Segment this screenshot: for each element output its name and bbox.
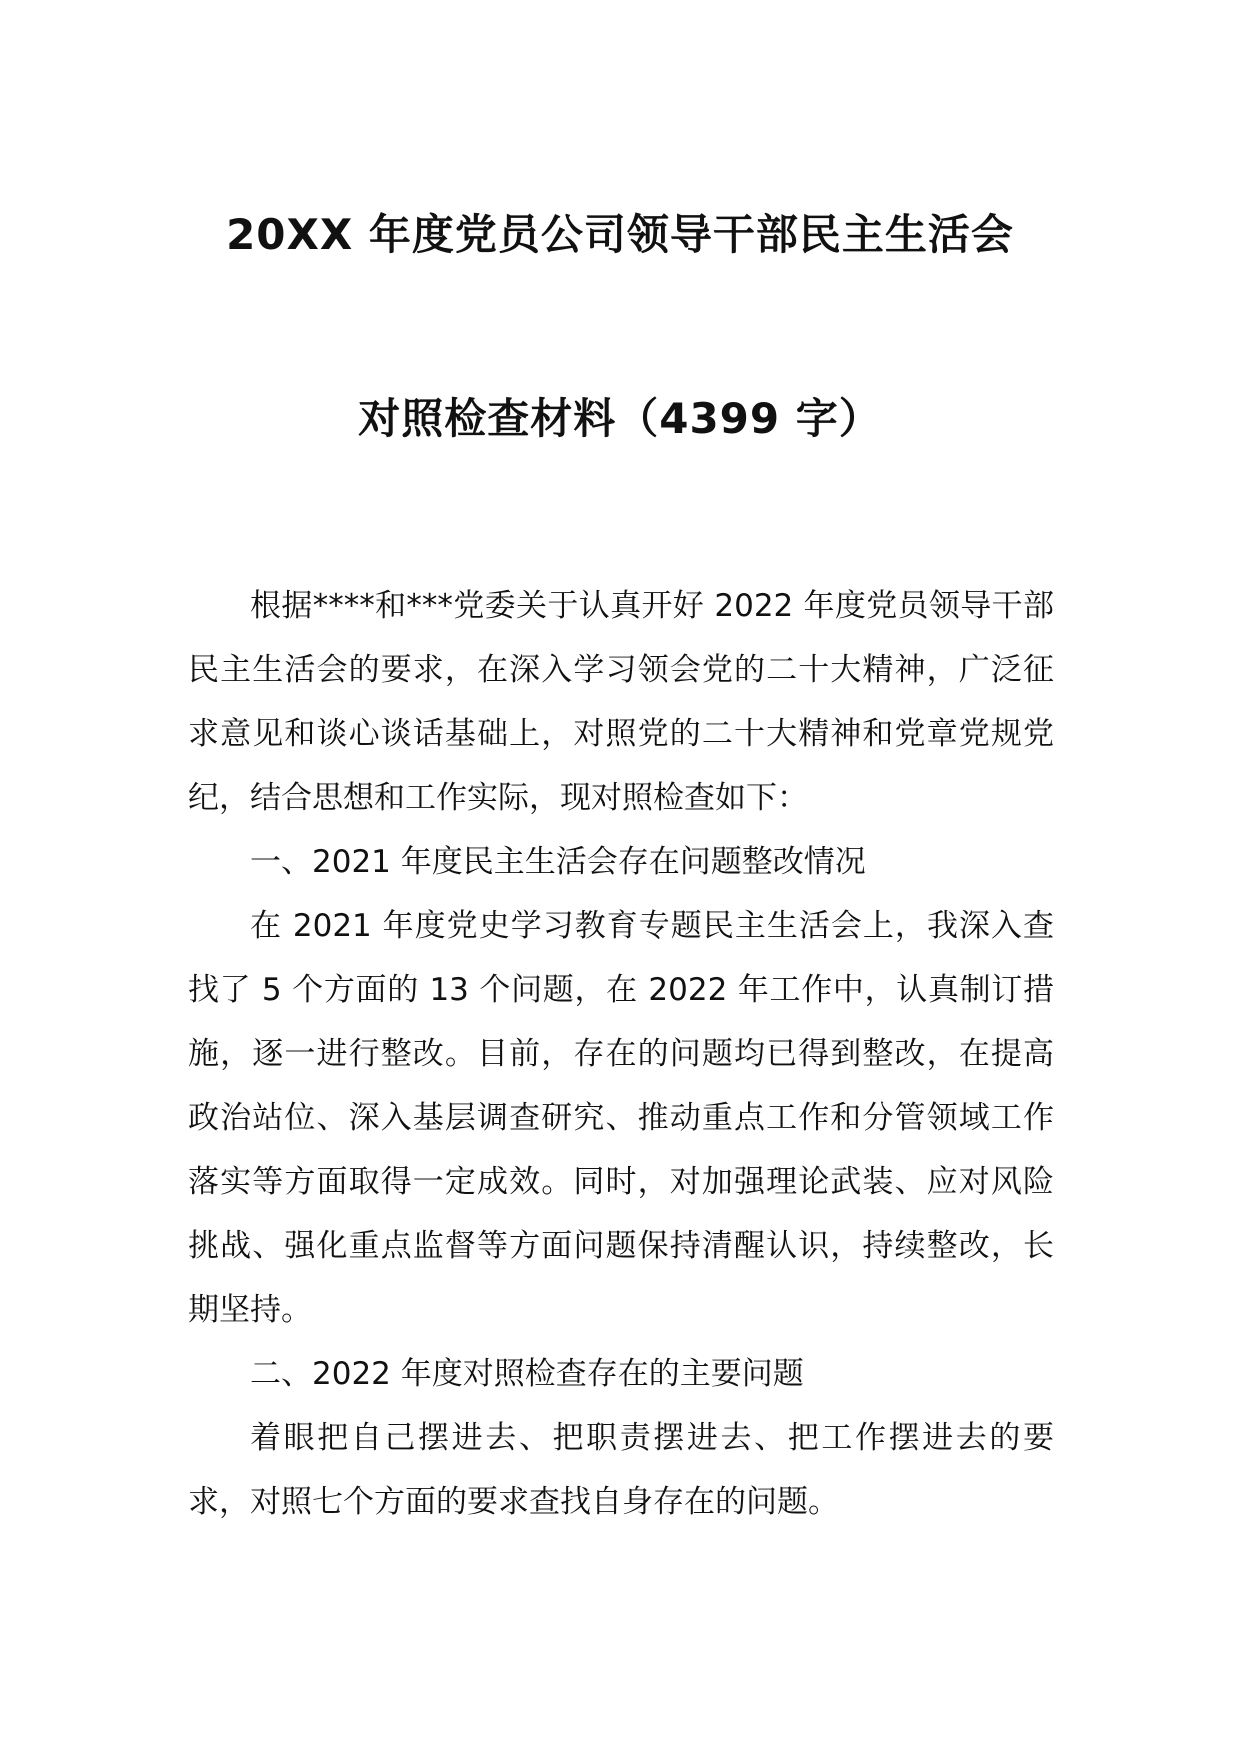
section-1-paragraph: 在 2021 年度党史学习教育专题民主生活会上，我深入查找了 5 个方面的 13 个问题，在 2022 年工作中，认真制订措施，逐一进行整改。目前，存在的问题均已得到整改，在提高政治站位、深入基层调查研究、推动重点工作和分管领域工作落实等方面取得一定成效。同时，对加强理论武装、应对风险挑战、强化重点监督等方面问题保持清醒认识，持续整改，长期坚持。: [188, 908, 1054, 1328]
section-2-paragraph: 着眼把自己摆进去、把职责摆进去、把工作摆进去的要求，对照七个方面的要求查找自身存在的问题。: [188, 1420, 1054, 1520]
document-title-line-2: 对照检查材料（4399 字）: [358, 394, 882, 443]
document-body: [188, 574, 1054, 1534]
document-title-line-1: 20XX 年度党员公司领导干部民主生活会: [226, 210, 1014, 259]
section-heading-1: 一、2021 年度民主生活会存在问题整改情况: [250, 844, 866, 880]
section-heading-2: 二、2022 年度对照检查存在的主要问题: [250, 1356, 804, 1392]
intro-paragraph: 根据****和***党委关于认真开好 2022 年度党员领导干部民主生活会的要求，在深入学习领会党的二十大精神，广泛征求意见和谈心谈话基础上，对照党的二十大精神和党章党规党纪，结合思想和工作实际，现对照检查如下：: [188, 588, 1054, 816]
